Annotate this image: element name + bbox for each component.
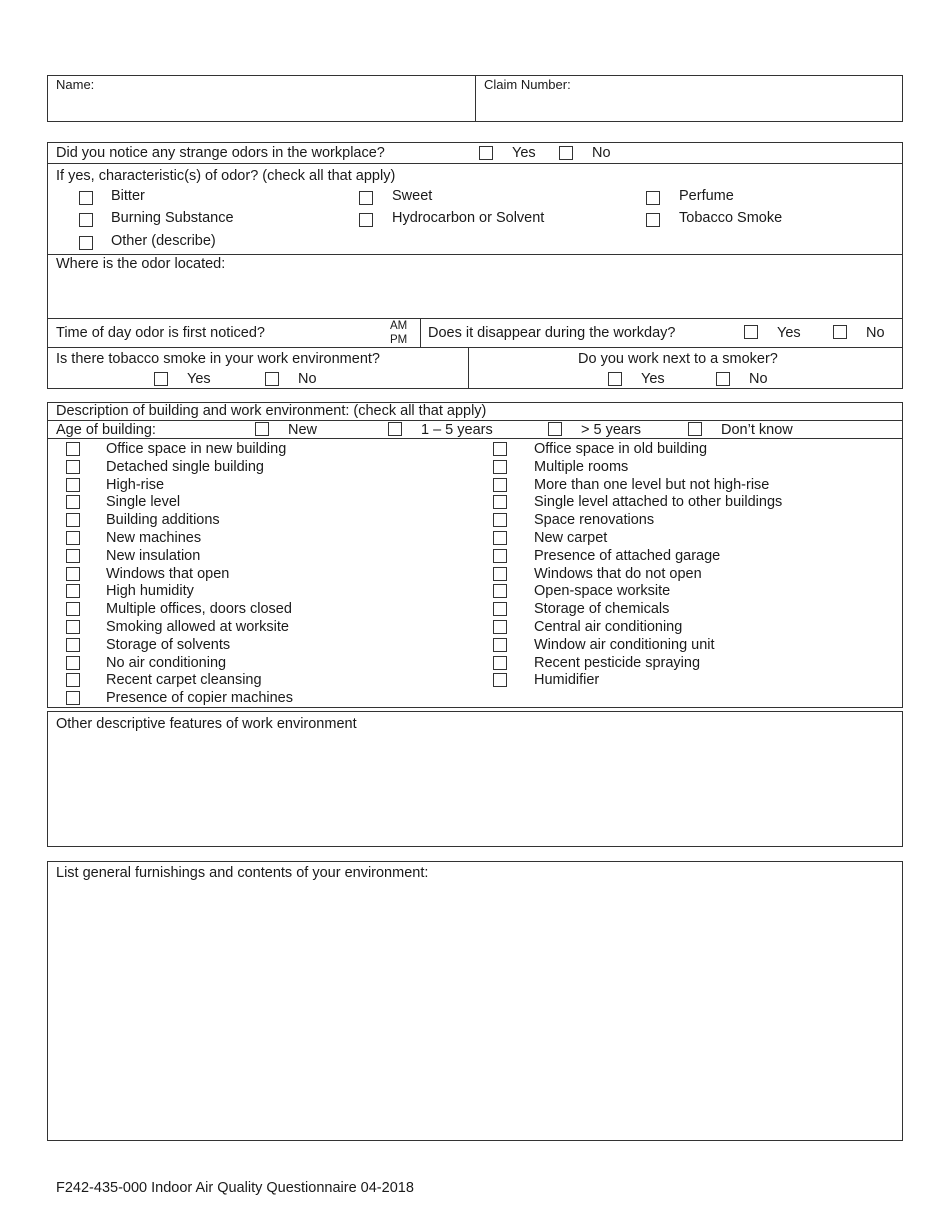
building-feature-label: Single level: [106, 494, 181, 511]
age-dont-know-checkbox[interactable]: [688, 422, 702, 436]
building-feature-label: Storage of chemicals: [534, 601, 670, 618]
building-feature-label: Multiple offices, doors closed: [106, 601, 292, 618]
building-feature-checkbox[interactable]: [66, 495, 80, 509]
tobacco-no-label: No: [298, 371, 317, 387]
building-feature-label: Central air conditioning: [534, 619, 683, 635]
building-feature-checkbox[interactable]: [493, 495, 507, 509]
disappear-label: Does it disappear during the workday?: [428, 325, 676, 341]
disappear-yes-label: Yes: [777, 325, 801, 341]
building-feature-checkbox[interactable]: [66, 620, 80, 634]
building-feature-checkbox[interactable]: [66, 567, 80, 581]
perfume-label: Perfume: [679, 188, 734, 204]
building-feature-label: Humidifier: [534, 672, 600, 689]
building-feature-checkbox[interactable]: [66, 478, 80, 492]
odor-question: Did you notice any strange odors in the workplace?: [56, 145, 385, 161]
building-feature-label: Storage of solvents: [106, 636, 231, 653]
building-feature-checkbox[interactable]: [493, 442, 507, 456]
building-feature-checkbox[interactable]: [66, 691, 80, 705]
building-feature-label: Recent carpet cleansing: [106, 672, 262, 689]
pm-label[interactable]: PM: [390, 334, 408, 346]
building-feature-checkbox[interactable]: [493, 460, 507, 474]
odor-location-field[interactable]: [56, 276, 900, 318]
tobacco-no-checkbox[interactable]: [265, 372, 279, 386]
odor-yes-checkbox[interactable]: [479, 146, 493, 160]
age-1-5-checkbox[interactable]: [388, 422, 402, 436]
building-feature-checkbox[interactable]: [493, 656, 507, 670]
age-new-label: New: [288, 422, 318, 438]
building-feature-checkbox[interactable]: [66, 673, 80, 687]
building-feature-label: Presence of copier machines: [106, 690, 293, 707]
age-dont-know-label: Don’t know: [721, 422, 793, 438]
divider: [468, 347, 469, 389]
divider: [47, 163, 903, 164]
other-odor-checkbox[interactable]: [79, 236, 93, 250]
smoker-yes-label: Yes: [641, 371, 665, 387]
building-feature-checkbox[interactable]: [493, 567, 507, 581]
building-feature-label: Office space in new building: [106, 441, 287, 457]
building-feature-label: Building additions: [106, 512, 220, 529]
building-feature-checkbox[interactable]: [66, 656, 80, 670]
divider: [47, 254, 903, 255]
odor-location-label: Where is the odor located:: [56, 256, 226, 272]
claim-number-field[interactable]: [484, 96, 898, 118]
characteristics-label: If yes, characteristic(s) of odor? (check all that apply): [56, 168, 396, 184]
building-feature-label: Open-space worksite: [534, 583, 671, 600]
building-feature-checkbox[interactable]: [66, 460, 80, 474]
bitter-checkbox[interactable]: [79, 191, 93, 205]
other-odor-label: Other (describe): [111, 233, 216, 249]
age-new-checkbox[interactable]: [255, 422, 269, 436]
building-feature-checkbox[interactable]: [493, 549, 507, 563]
building-feature-label: High-rise: [106, 476, 165, 493]
odor-no-checkbox[interactable]: [559, 146, 573, 160]
building-feature-label: Space renovations: [534, 512, 655, 529]
divider: [47, 438, 903, 439]
furnishings-label: List general furnishings and contents of your environment:: [56, 865, 429, 881]
building-feature-label: Windows that do not open: [534, 565, 702, 582]
divider: [420, 318, 421, 347]
building-feature-label: Presence of attached garage: [534, 547, 721, 564]
building-feature-label: Single level attached to other buildings: [534, 494, 783, 511]
building-feature-label: New insulation: [106, 547, 201, 564]
building-feature-checkbox[interactable]: [493, 638, 507, 652]
building-feature-checkbox[interactable]: [66, 513, 80, 527]
time-of-day-label: Time of day odor is first noticed?: [56, 325, 265, 341]
building-feature-checkbox[interactable]: [66, 584, 80, 598]
hydrocarbon-solvent-label: Hydrocarbon or Solvent: [392, 210, 545, 226]
building-feature-label: Multiple rooms: [534, 458, 629, 475]
building-feature-label: Office space in old building: [534, 441, 708, 457]
age-over-5-label: > 5 years: [581, 422, 642, 438]
building-feature-checkbox[interactable]: [493, 531, 507, 545]
age-of-building-label: Age of building:: [56, 422, 156, 438]
building-feature-label: No air conditioning: [106, 654, 227, 671]
age-over-5-checkbox[interactable]: [548, 422, 562, 436]
building-feature-checkbox[interactable]: [66, 638, 80, 652]
tobacco-smoke-label: Tobacco Smoke: [679, 210, 783, 226]
building-feature-label: New machines: [106, 530, 202, 546]
sweet-checkbox[interactable]: [359, 191, 373, 205]
hydrocarbon-solvent-checkbox[interactable]: [359, 213, 373, 227]
age-1-5-label: 1 – 5 years: [421, 422, 493, 438]
burning-substance-label: Burning Substance: [111, 210, 234, 226]
divider: [47, 347, 903, 348]
building-feature-checkbox[interactable]: [66, 602, 80, 616]
building-feature-checkbox[interactable]: [493, 602, 507, 616]
other-features-label: Other descriptive features of work environment: [56, 716, 357, 732]
building-description-label: Description of building and work environment: (check all that apply): [56, 403, 487, 419]
divider: [475, 75, 476, 122]
smoker-yes-checkbox[interactable]: [608, 372, 622, 386]
tobacco-smoke-checkbox[interactable]: [646, 213, 660, 227]
building-feature-checkbox[interactable]: [493, 513, 507, 527]
building-feature-checkbox[interactable]: [66, 549, 80, 563]
other-features-field[interactable]: [56, 736, 900, 844]
divider: [47, 318, 903, 319]
claim-number-label: Claim Number:: [484, 77, 571, 92]
name-field[interactable]: [56, 96, 470, 118]
building-feature-checkbox[interactable]: [493, 673, 507, 687]
building-feature-label: More than one level but not high-rise: [534, 476, 770, 493]
sweet-label: Sweet: [392, 188, 433, 204]
burning-substance-checkbox[interactable]: [79, 213, 93, 227]
divider: [47, 420, 903, 421]
perfume-checkbox[interactable]: [646, 191, 660, 205]
disappear-yes-checkbox[interactable]: [744, 325, 758, 339]
am-label[interactable]: AM: [390, 320, 408, 332]
building-feature-checkbox[interactable]: [493, 478, 507, 492]
building-feature-checkbox[interactable]: [66, 531, 80, 545]
odor-no-label: No: [592, 145, 611, 161]
bitter-label: Bitter: [111, 188, 145, 204]
building-feature-checkbox[interactable]: [493, 584, 507, 598]
building-feature-label: Windows that open: [106, 565, 230, 582]
disappear-no-checkbox[interactable]: [833, 325, 847, 339]
smoker-no-label: No: [749, 371, 768, 387]
building-feature-label: Window air conditioning unit: [534, 636, 715, 653]
form-id-footer: F242-435-000 Indoor Air Quality Questionnaire 04-2018: [56, 1180, 414, 1196]
building-feature-label: Smoking allowed at worksite: [106, 619, 289, 635]
smoker-no-checkbox[interactable]: [716, 372, 730, 386]
tobacco-yes-checkbox[interactable]: [154, 372, 168, 386]
building-feature-label: Recent pesticide spraying: [534, 654, 701, 671]
furnishings-field[interactable]: [56, 886, 900, 1138]
building-feature-label: Detached single building: [106, 458, 264, 475]
tobacco-yes-label: Yes: [187, 371, 211, 387]
building-feature-checkbox[interactable]: [66, 442, 80, 456]
disappear-no-label: No: [866, 325, 885, 341]
building-feature-checkbox[interactable]: [493, 620, 507, 634]
name-label: Name:: [56, 77, 95, 92]
building-feature-label: New carpet: [534, 530, 608, 546]
tobacco-question: Is there tobacco smoke in your work environment?: [56, 351, 380, 367]
building-feature-label: High humidity: [106, 583, 194, 600]
smoker-question: Do you work next to a smoker?: [578, 351, 778, 367]
odor-yes-label: Yes: [512, 145, 536, 161]
